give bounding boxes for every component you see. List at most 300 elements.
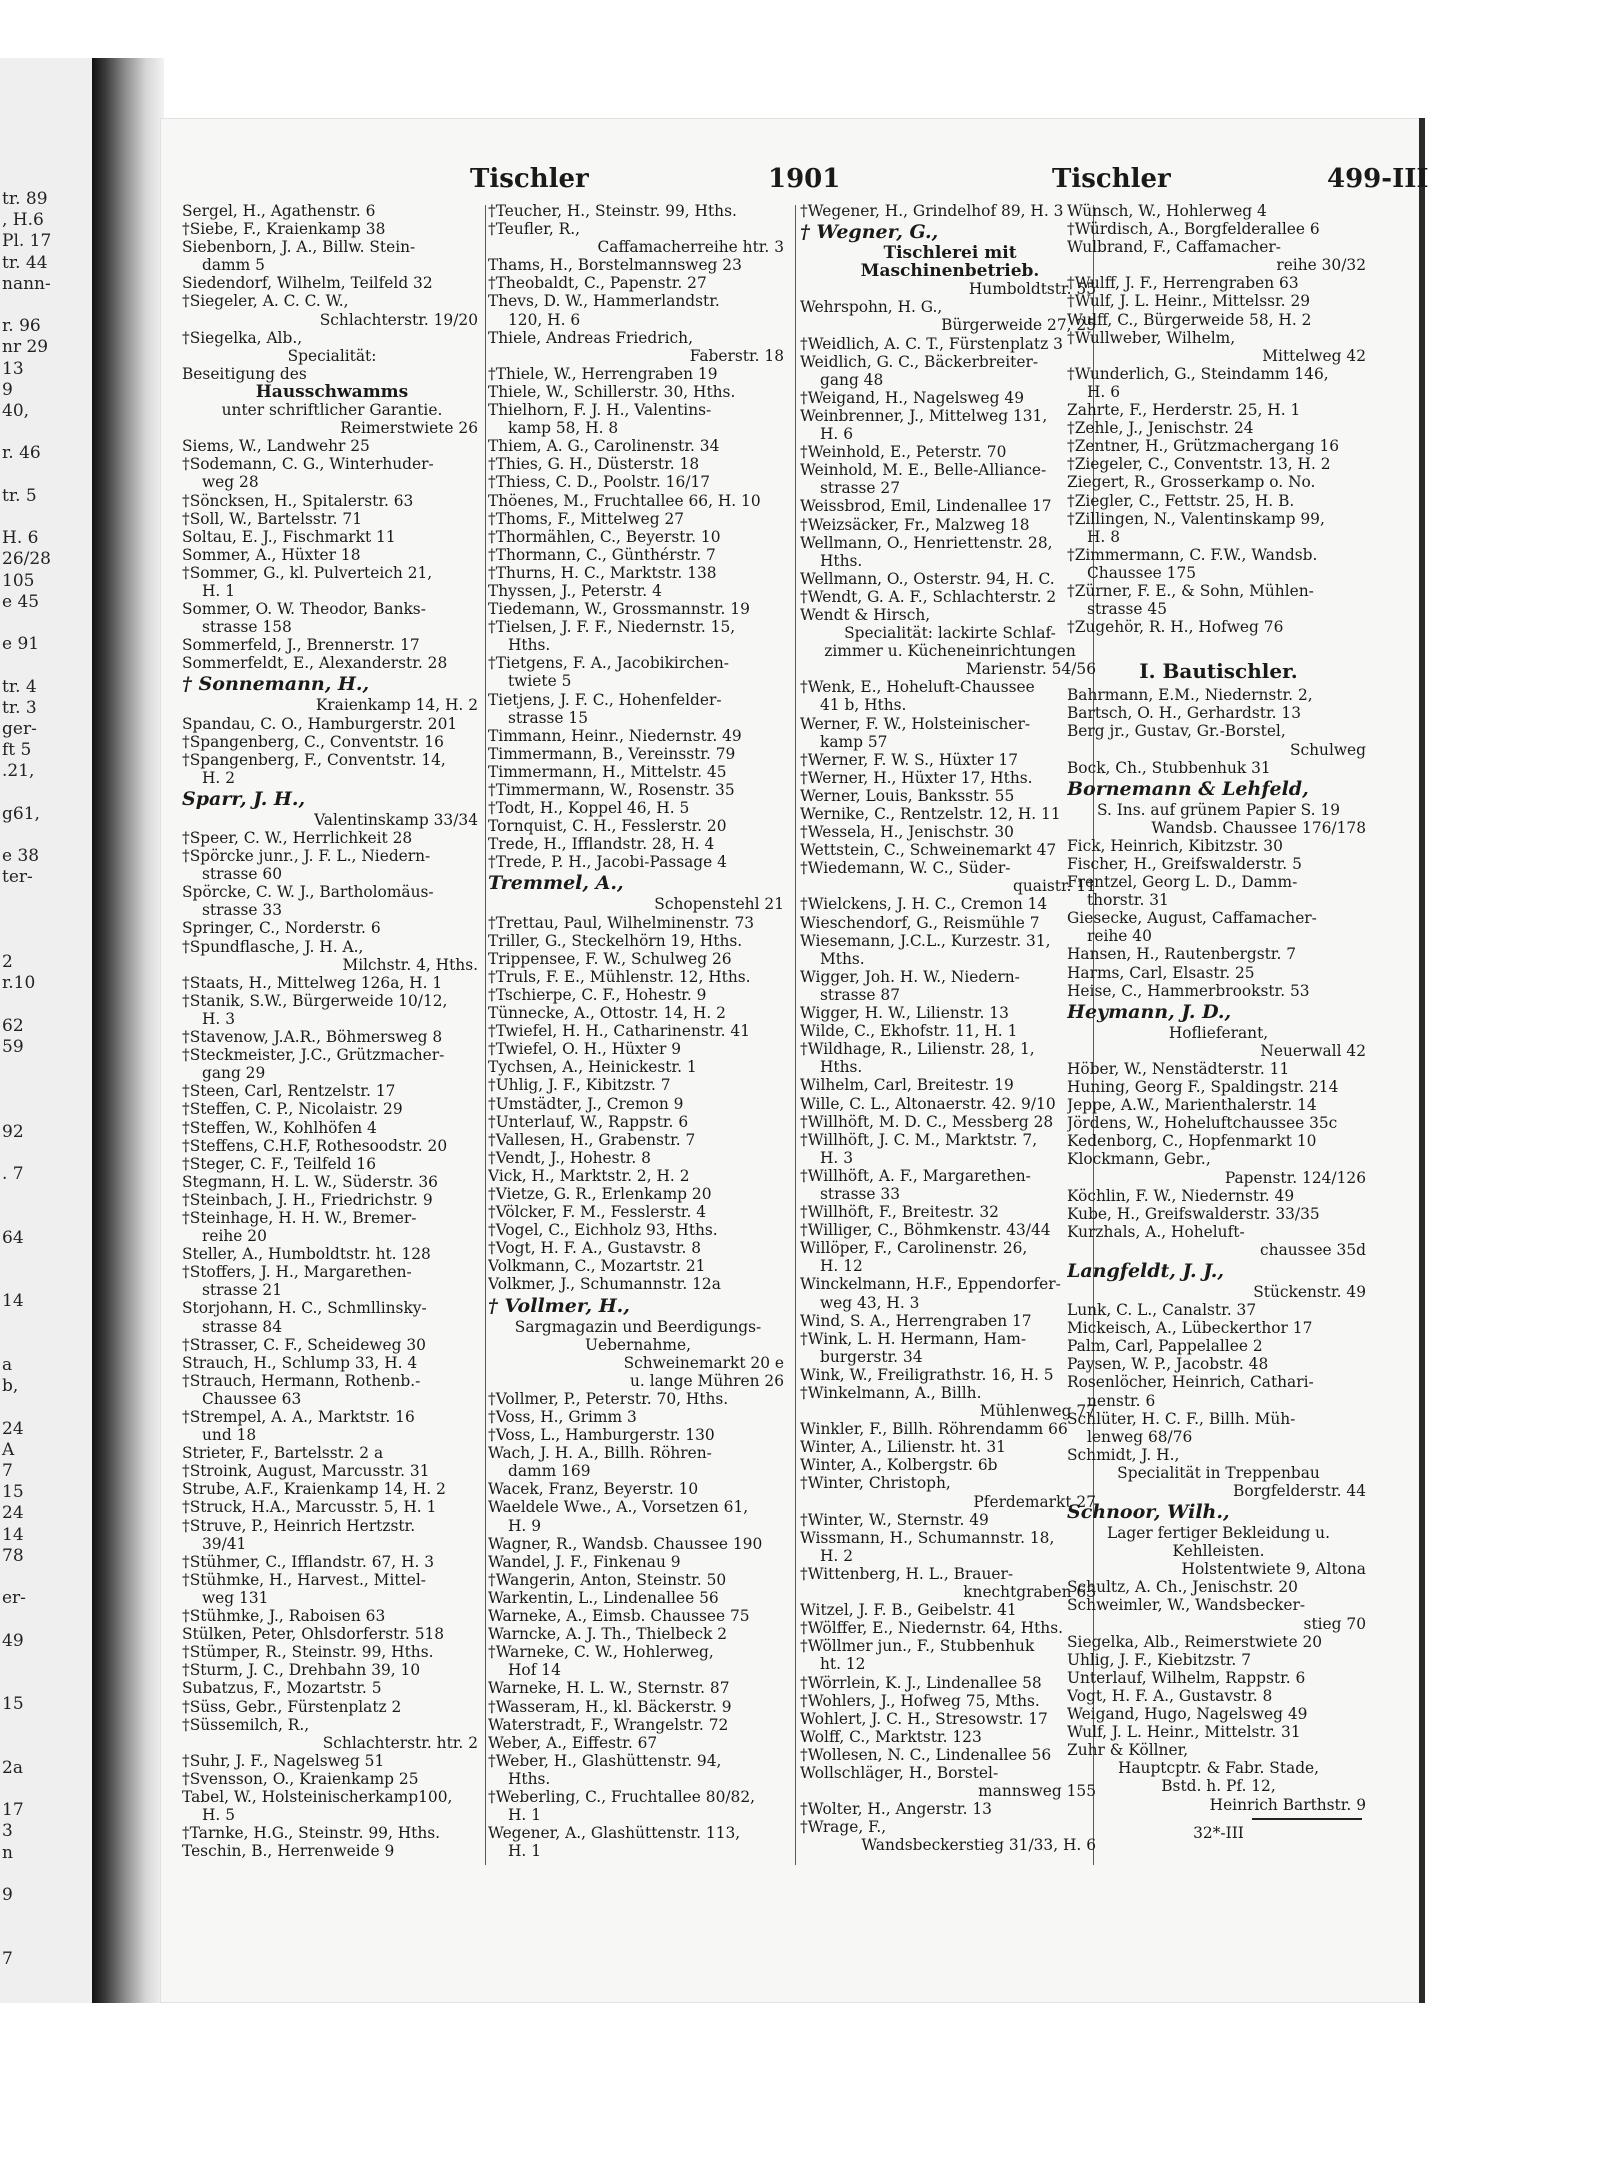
directory-entry-line: Chaussee 175	[1087, 563, 1197, 582]
directory-entry-line: †Wunderlich, G., Steindamm 146,	[1067, 364, 1329, 383]
directory-entry-line: †Strasser, C. F., Scheideweg 30	[182, 1335, 426, 1354]
directory-entry-line: Waeldele Wwe., A., Vorsetzen 61,	[488, 1498, 749, 1517]
directory-entry-line: Wettstein, C., Schweinemarkt 47	[800, 841, 1057, 860]
directory-entry-line: strasse 33	[820, 1184, 900, 1203]
section-heading: I. Bautischler.	[1139, 659, 1298, 684]
prev-page-fragment: tr. 44	[2, 252, 48, 273]
directory-entry-line: Kraienkamp 14, H. 2	[315, 696, 478, 715]
directory-entry-line: Palm, Carl, Pappelallee 2	[1067, 1337, 1263, 1356]
prev-page-fragment: tr. 4	[2, 676, 37, 697]
directory-entry-line: Mühlenweg 77	[979, 1402, 1096, 1421]
directory-entry-line: Waterstradt, F., Wrangelstr. 72	[488, 1715, 729, 1734]
directory-entry-line: weg 43, H. 3	[820, 1293, 920, 1312]
directory-entry-line: †Sturm, J. C., Drehbahn 39, 10	[182, 1661, 421, 1680]
directory-entry-line: Volkmann, C., Mozartstr. 21	[488, 1257, 706, 1276]
directory-entry-line: Fick, Heinrich, Kibitzstr. 30	[1067, 836, 1283, 855]
directory-entry-line: Sommerfeld, J., Brennerstr. 17	[182, 636, 420, 655]
prev-page-fragment: Pl. 17	[2, 231, 52, 252]
directory-entry-line: †Sodemann, C. G., Winterhuder-	[182, 455, 434, 474]
entry-column-2	[488, 202, 788, 1860]
directory-entry-line: Wilhelm, Carl, Breitestr. 19	[800, 1076, 1014, 1095]
entry-column-4	[1067, 202, 1370, 1842]
prev-page-fragment: nr 29	[2, 337, 49, 358]
directory-entry-line: †Voss, H., Grimm 3	[488, 1408, 637, 1426]
directory-entry-line: weg 131	[202, 1588, 269, 1607]
page-edge-shadow	[1419, 118, 1425, 2003]
prev-page-fragment: ter-	[2, 867, 33, 888]
directory-entry-line: †Spangenberg, C., Conventstr. 16	[182, 732, 444, 751]
directory-entry-line: †Wielckens, J. H. C., Cremon 14	[800, 895, 1048, 914]
directory-entry-line: Thiem, A. G., Carolinenstr. 34	[488, 437, 720, 456]
prev-page-fragment: ger-	[2, 719, 37, 739]
prev-page-fragment: g61,	[2, 803, 40, 824]
directory-entry-line: H. 8	[1087, 527, 1120, 546]
directory-entry-line: Wissmann, H., Schumannstr. 18,	[800, 1528, 1055, 1547]
directory-entry-line: †Staats, H., Mittelweg 126a, H. 1	[182, 973, 443, 992]
directory-entry-line: 41 b, Hths.	[820, 696, 907, 715]
directory-entry-line: Heinrich Barthstr. 9	[1209, 1795, 1366, 1814]
directory-entry-line: Weigand, Hugo, Nagelsweg 49	[1067, 1705, 1308, 1724]
directory-entry-line: Siebenborn, J. A., Billw. Stein-	[182, 238, 416, 257]
directory-entry-line: Wieschendorf, G., Reismühle 7	[800, 913, 1040, 932]
directory-entry-line: Wandsbeckerstieg 31/33, H. 6	[861, 1836, 1096, 1855]
prev-page-fragment: nann-	[2, 273, 51, 294]
directory-entry-line: Berg jr., Gustav, Gr.-Borstel,	[1067, 722, 1286, 741]
header-left-title: Tischler	[470, 164, 589, 194]
directory-entry-line: †Stroink, August, Marcusstr. 31	[182, 1462, 430, 1481]
directory-entry-line: Weber, A., Eiffestr. 67	[488, 1733, 658, 1752]
directory-entry-line: Weinbrenner, J., Mittelweg 131,	[800, 406, 1048, 425]
directory-entry-line: Mickeisch, A., Lübeckerthor 17	[1067, 1319, 1313, 1338]
directory-entry-line: Zahrte, F., Herderstr. 25, H. 1	[1067, 401, 1301, 420]
directory-entry-line: H. 1	[508, 1806, 541, 1825]
directory-entry-line: †Zillingen, N., Valentinskamp 99,	[1067, 509, 1325, 528]
directory-entry-line: †Söncksen, H., Spitalerstr. 63	[182, 491, 414, 510]
directory-entry-line: †Tarnke, H.G., Steinstr. 99, Hths.	[182, 1824, 441, 1843]
entry-column-1	[182, 202, 482, 1860]
directory-entry-line: Trede, H., Ifflandstr. 28, H. 4	[488, 835, 715, 854]
directory-entry-line: †Süssemilch, R.,	[182, 1715, 310, 1734]
prev-page-fragment: 14	[2, 1291, 24, 1312]
directory-entry-line: Faberstr. 18	[689, 346, 784, 365]
prev-page-fragment: a	[2, 1355, 13, 1375]
directory-entry-line: Schlüter, H. C. F., Billh. Müh-	[1067, 1409, 1296, 1428]
directory-entry-line: Humboldtstr. 55	[968, 280, 1096, 299]
directory-entry-line: †Zentner, H., Grützmachergang 16	[1067, 437, 1340, 456]
directory-entry-line: 39/41	[202, 1534, 247, 1553]
directory-entry-line: strasse 15	[508, 708, 588, 727]
directory-entry-line: H. 9	[508, 1516, 541, 1535]
directory-entry-line: kamp 58, H. 8	[508, 419, 619, 438]
directory-entry-line: †Siegelka, Alb.,	[182, 328, 303, 347]
directory-entry-line: †Wildhage, R., Lilienstr. 28, 1,	[800, 1040, 1035, 1059]
directory-entry-line: strasse 84	[202, 1317, 282, 1336]
prev-page-fragment: 24	[2, 1418, 24, 1439]
directory-entry-line: Siegelka, Alb., Reimerstwiete 20	[1067, 1632, 1323, 1651]
prev-page-fragment: 2	[2, 952, 13, 973]
directory-entry-line: Schmidt, J. H.,	[1067, 1445, 1180, 1464]
directory-entry-line: Langfeldt, J. J.,	[1067, 1259, 1225, 1282]
directory-entry-line: †Stühmke, H., Harvest., Mittel-	[182, 1570, 426, 1589]
directory-entry-line: † Sonnemann, H.,	[182, 673, 370, 696]
directory-entry-line: Wandel, J. F., Finkenau 9	[488, 1552, 681, 1571]
directory-entry-line: †Wittenberg, H. L., Brauer-	[800, 1564, 1014, 1583]
directory-entry-line: Wigger, H. W., Lilienstr. 13	[800, 1004, 1009, 1023]
directory-entry-line: S. Ins. auf grünem Papier S. 19	[1096, 800, 1341, 819]
directory-entry-line: †Würdisch, A., Borgfelderallee 6	[1067, 220, 1320, 239]
directory-entry-line: Wegener, A., Glashüttenstr. 113,	[488, 1824, 741, 1843]
prev-page-fragment: 92	[2, 1121, 24, 1142]
prev-page-fragment: r.10	[2, 973, 36, 994]
directory-entry-line: †Werner, F. W. S., Hüxter 17	[800, 750, 1018, 769]
prev-page-fragment: 40,	[2, 401, 30, 421]
directory-entry-line: Winckelmann, H.F., Eppendorfer-	[800, 1275, 1061, 1294]
directory-entry-line: damm 169	[508, 1462, 591, 1481]
prev-page-fragment: b,	[2, 1376, 19, 1397]
prev-page-fragment: e 38	[2, 846, 40, 867]
prev-page-fragment: 26/28	[2, 549, 51, 570]
directory-entry-line: †Tielsen, J. F. F., Niedernstr. 15,	[488, 618, 736, 637]
directory-entry-line: †Süss, Gebr., Fürstenplatz 2	[182, 1697, 402, 1716]
book-binding	[92, 58, 164, 2003]
directory-entry-line: quaistr. 11	[1013, 877, 1096, 896]
directory-entry-line: Höber, W., Nenstädterstr. 11	[1067, 1059, 1290, 1078]
prev-page-fragment: 24	[2, 1503, 24, 1524]
prev-page-fragment: e 91	[2, 634, 40, 655]
directory-entry-line: gang 48	[820, 370, 884, 389]
directory-entry-line: Volkmer, J., Schumannstr. 12a	[488, 1275, 721, 1294]
directory-entry-line: †Trede, P. H., Jacobi-Passage 4	[488, 853, 727, 872]
directory-entry-line: Triller, G., Steckelhörn 19, Hths.	[488, 931, 743, 950]
directory-entry-line: †Steinbach, J. H., Friedrichstr. 9	[182, 1190, 433, 1209]
directory-entry-line: Borgfelderstr. 44	[1233, 1482, 1366, 1500]
directory-entry-line: †Tietgens, F. A., Jacobikirchen-	[488, 654, 729, 673]
directory-entry-line: Bahrmann, E.M., Niedernstr. 2,	[1067, 686, 1313, 705]
directory-entry-line: Wellmann, O., Henriettenstr. 28,	[800, 533, 1053, 552]
directory-entry-line: 32*-III	[1193, 1823, 1244, 1842]
directory-entry-line: Bartsch, O. H., Gerhardstr. 13	[1067, 704, 1302, 723]
directory-entry-line: gang 29	[202, 1064, 266, 1083]
directory-entry-line: †Timmermann, W., Rosenstr. 35	[488, 781, 735, 799]
directory-entry-line: †Twiefel, O. H., Hüxter 9	[488, 1040, 682, 1059]
directory-entry-line: strasse 27	[820, 479, 900, 498]
directory-entry-line: †Umstädter, J., Cremon 9	[488, 1094, 684, 1113]
directory-entry-line: Wolff, C., Marktstr. 123	[800, 1727, 982, 1746]
directory-entry-line: †Vallesen, H., Grabenstr. 7	[488, 1130, 696, 1149]
directory-entry-line: Warkentin, L., Lindenallee 56	[488, 1588, 719, 1607]
directory-entry-line: Hths.	[820, 551, 863, 570]
directory-entry-line: Tabel, W., Holsteinischerkamp100,	[182, 1787, 453, 1806]
directory-entry-line: thorstr. 31	[1087, 891, 1169, 910]
directory-entry-line: †Vogel, C., Eichholz 93, Hths.	[488, 1221, 718, 1240]
directory-entry-line: †Winter, Christoph,	[800, 1474, 951, 1493]
directory-entry-line: reihe 40	[1087, 927, 1152, 946]
directory-entry-line: Siedendorf, Wilhelm, Teilfeld 32	[182, 274, 433, 293]
directory-entry-line: Werner, F. W., Holsteinischer-	[800, 714, 1031, 733]
page-header	[0, 164, 1600, 204]
prev-page-fragment: 78	[2, 1545, 24, 1566]
directory-entry-line: burgerstr. 34	[820, 1347, 923, 1366]
directory-entry-line: Tünnecke, A., Ottostr. 14, H. 2	[488, 1004, 726, 1023]
directory-entry-line: Lunk, C. L., Canalstr. 37	[1067, 1301, 1257, 1320]
prev-page-fragment: , H.6	[2, 210, 44, 231]
directory-entry-line: Mittelweg 42	[1262, 346, 1366, 365]
directory-entry-line: †Steen, Carl, Rentzelstr. 17	[182, 1082, 396, 1101]
directory-entry-line: †Wendt, G. A. F., Schlachterstr. 2	[800, 587, 1057, 606]
directory-entry-line: Vick, H., Marktstr. 2, H. 2	[488, 1166, 690, 1185]
directory-entry-line: Wind, S. A., Herrengraben 17	[800, 1311, 1032, 1330]
directory-entry-line: †Zugehör, R. H., Hofweg 76	[1067, 618, 1284, 637]
directory-entry-line: †Stühmer, C., Ifflandstr. 67, H. 3	[182, 1552, 435, 1571]
prev-page-fragment: er-	[2, 1588, 26, 1609]
directory-entry-line: Springer, C., Norderstr. 6	[182, 919, 381, 938]
directory-entry-line: strasse 87	[820, 985, 900, 1004]
directory-entry-line: Bock, Ch., Stubbenhuk 31	[1067, 758, 1271, 777]
directory-entry-line: H. 3	[202, 1009, 235, 1028]
directory-entry-line: Pferdemarkt 27	[973, 1492, 1096, 1511]
directory-entry-line: Paysen, W. P., Jacobstr. 48	[1067, 1355, 1269, 1374]
directory-entry-line: †Vollmer, P., Peterstr. 70, Hths.	[488, 1389, 729, 1408]
directory-entry-line: †Zehle, J., Jenischstr. 24	[1067, 419, 1254, 438]
directory-entry-line: Stegmann, H. L. W., Süderstr. 36	[182, 1172, 438, 1191]
directory-entry-line: Steller, A., Humboldtstr. ht. 128	[182, 1245, 431, 1264]
directory-entry-line: Heymann, J. D.,	[1067, 1000, 1232, 1023]
directory-entry-line: Uhlig, J. F., Kiebitzstr. 7	[1067, 1650, 1252, 1669]
directory-entry-line	[1067, 646, 1370, 656]
directory-entry-line: Timmermann, B., Vereinsstr. 79	[488, 744, 736, 763]
directory-entry-line: Wilde, C., Ekhofstr. 11, H. 1	[800, 1022, 1018, 1041]
directory-entry-line: Thiele, W., Schillerstr. 30, Hths.	[488, 382, 736, 401]
directory-entry-line: †Zürner, F. E., & Sohn, Mühlen-	[1067, 581, 1314, 600]
directory-entry-line: H. 6	[820, 425, 853, 444]
directory-entry-line: lenweg 68/76	[1087, 1427, 1193, 1446]
directory-entry-line: †Voss, L., Hamburgerstr. 130	[488, 1426, 715, 1445]
directory-entry-line: †Weberling, C., Fruchtallee 80/82,	[488, 1787, 756, 1806]
directory-entry-line: †Steffens, C.H.F, Rothesoodstr. 20	[182, 1136, 448, 1155]
directory-entry-line: †Wasseram, H., kl. Bäckerstr. 9	[488, 1697, 732, 1716]
prev-page-fragment: 9	[2, 379, 13, 400]
directory-entry-line: † Vollmer, H.,	[488, 1294, 630, 1317]
prev-page-fragment: 15	[2, 1482, 24, 1503]
directory-entry-line: †Vogt, H. F. A., Gustavstr. 8	[488, 1239, 702, 1258]
directory-entry-line: Thiele, Andreas Friedrich,	[488, 328, 693, 347]
directory-entry-line: †Siebe, F., Kraienkamp 38	[182, 220, 386, 239]
directory-entry-line: †Soll, W., Bartelsstr. 71	[182, 509, 363, 528]
directory-entry-line: Wehrspohn, H. G.,	[800, 298, 943, 317]
directory-entry-line: †Wörrlein, K. J., Lindenallee 58	[800, 1673, 1042, 1692]
directory-entry-line: Thevs, D. W., Hammerlandstr.	[488, 292, 720, 311]
directory-entry-line: Hths.	[508, 1769, 551, 1788]
directory-entry-line: mannsweg 155	[978, 1782, 1096, 1801]
directory-entry-line: †Weinhold, E., Peterstr. 70	[800, 443, 1007, 462]
directory-entry-line: †Weizsäcker, Fr., Malzweg 18	[800, 515, 1030, 534]
prev-page-fragment: r. 46	[2, 443, 41, 464]
directory-entry-line: †Struve, P., Heinrich Hertzstr.	[182, 1516, 416, 1535]
column-divider	[795, 205, 796, 1865]
directory-entry-line: knechtgraben 63	[963, 1583, 1096, 1602]
directory-entry-line: †Wullweber, Wilhelm,	[1067, 328, 1236, 347]
prev-page-fragment: 7	[2, 1948, 13, 1969]
directory-entry-line: Mths.	[820, 949, 865, 968]
directory-entry-line: Heise, C., Hammerbrookstr. 53	[1067, 981, 1310, 1000]
directory-entry-line: H. 2	[820, 1546, 853, 1565]
directory-entry-line: Wigger, Joh. H. W., Niedern-	[800, 967, 1020, 986]
directory-entry-line: †Weidlich, A. C. T., Fürstenplatz 3	[800, 334, 1063, 353]
directory-entry-line: Strauch, H., Schlump 33, H. 4	[182, 1353, 418, 1372]
directory-entry-line: Zuhr & Köllner,	[1067, 1741, 1189, 1760]
directory-entry-line: Spörcke, C. W. J., Bartholomäus-	[182, 883, 434, 902]
directory-entry-line: Sargmagazin und Beerdigungs-	[514, 1317, 762, 1336]
directory-entry-line: Weinhold, M. E., Belle-Alliance-	[800, 461, 1047, 480]
directory-entry-line: Marienstr. 54/56	[965, 660, 1096, 679]
directory-entry-line: strasse 45	[1087, 600, 1167, 619]
directory-entry-line: Spandau, C. O., Hamburgerstr. 201	[182, 714, 458, 733]
directory-entry-line: †Twiefel, H. H., Catharinenstr. 41	[488, 1022, 750, 1041]
directory-entry-line: Winkler, F., Billh. Röhrendamm 66	[800, 1420, 1068, 1439]
directory-entry-line: strasse 60	[202, 865, 282, 884]
directory-entry-line: Sommer, A., Hüxter 18	[182, 545, 361, 564]
header-year: 1901	[768, 164, 841, 194]
directory-entry-line: Hoflieferant,	[1168, 1023, 1269, 1042]
prev-page-fragment: r. 96	[2, 316, 41, 337]
directory-entry-line: Schweinemarkt 20 e	[623, 1353, 784, 1372]
directory-entry-line: †Winkelmann, A., Billh.	[800, 1384, 982, 1402]
directory-entry-line: Schlachterstr. htr. 2	[322, 1733, 478, 1752]
directory-entry-line: Strieter, F., Bartelsstr. 2 a	[182, 1444, 384, 1463]
prev-page-fragment: A	[2, 1439, 15, 1460]
directory-entry-line: Ziegert, R., Grosserkamp o. No.	[1067, 473, 1316, 492]
directory-entry-line: †Steger, C. F., Teilfeld 16	[182, 1154, 376, 1173]
directory-entry-line: Papenstr. 124/126	[1224, 1168, 1366, 1187]
directory-entry-line: Subatzus, F., Mozartstr. 5	[182, 1679, 382, 1698]
directory-entry-line: Schultz, A. Ch., Jenischstr. 20	[1067, 1578, 1298, 1597]
directory-entry-line: stieg 70	[1303, 1614, 1366, 1633]
prev-page-fragment: 15	[2, 1694, 24, 1715]
directory-entry-line: Köchlin, F. W., Niedernstr. 49	[1067, 1186, 1295, 1205]
directory-entry-line: unter schriftlicher Garantie.	[221, 401, 443, 420]
directory-entry-line: Witzel, J. F. B., Geibelstr. 41	[800, 1601, 1017, 1620]
directory-entry-line: Stückenstr. 49	[1253, 1282, 1366, 1301]
directory-entry-line: †Wiedemann, W. C., Süder-	[800, 859, 1011, 878]
directory-entry-line: Hausschwamms	[255, 381, 409, 402]
directory-entry-line: †Zimmermann, C. F.W., Wandsb.	[1067, 545, 1318, 564]
prev-page-fragment: 14	[2, 1524, 24, 1545]
prev-page-fragment: 64	[2, 1227, 24, 1248]
directory-entry-line: Wulbrand, F., Caffamacher-	[1067, 238, 1281, 257]
directory-entry-line: Neuerwall 42	[1260, 1041, 1366, 1060]
prev-page-fragment: 105	[2, 570, 35, 591]
directory-entry-line: Teschin, B., Herrenweide 9	[182, 1842, 395, 1861]
directory-entry-line: †Tschierpe, C. F., Hohestr. 9	[488, 985, 707, 1004]
directory-entry-line: †Steffen, C. P., Nicolaistr. 29	[182, 1100, 403, 1119]
directory-entry-line: †Wegener, H., Grindelhof 89, H. 3	[800, 202, 1064, 220]
directory-entry-line: †Wrage, F.,	[800, 1818, 887, 1837]
directory-entry-line: Vogt, H. F. A., Gustavstr. 8	[1067, 1686, 1273, 1705]
directory-entry-line: †Uhlig, J. F., Kibitzstr. 7	[488, 1076, 671, 1095]
entry-column-3	[800, 202, 1100, 1854]
directory-entry-line: †Stühmke, J., Raboisen 63	[182, 1607, 386, 1626]
directory-entry-line: †Steckmeister, J.C., Grützmacher-	[182, 1046, 445, 1065]
directory-entry-line: Sparr, J. H.,	[182, 787, 306, 810]
directory-entry-line: Schulweg	[1289, 740, 1366, 759]
prev-page-fragment: 49	[2, 1630, 24, 1651]
directory-entry-line: †Wink, L. H. Hermann, Ham-	[800, 1329, 1027, 1348]
prev-page-fragment: 59	[2, 1037, 24, 1057]
directory-entry-line: Tietjens, J. F. C., Hohenfelder-	[488, 690, 722, 709]
directory-entry-line: Kehlleisten.	[1172, 1542, 1265, 1561]
directory-entry-line: †Ziegler, C., Fettstr. 25, H. B.	[1067, 491, 1295, 510]
directory-entry-line: †Svensson, O., Kraienkamp 25	[182, 1769, 419, 1788]
directory-entry-line: †Speer, C. W., Herrlichkeit 28	[182, 829, 413, 847]
prev-page-fragment: . 7	[2, 1164, 24, 1185]
directory-entry-line: Specialität in Treppenbau	[1117, 1463, 1320, 1482]
directory-entry-line: †Wohlers, J., Hofweg 75, Mths.	[800, 1691, 1040, 1710]
directory-entry-line: Fischer, H., Greifswalderstr. 5	[1067, 855, 1302, 873]
directory-entry-line: und 18	[202, 1426, 257, 1445]
directory-entry-line: †Strauch, Hermann, Rothenb.-	[182, 1371, 421, 1390]
header-right-title: Tischler	[1052, 164, 1171, 194]
directory-entry-line: twiete 5	[508, 672, 572, 691]
directory-entry-line: Strube, A.F., Kraienkamp 14, H. 2	[182, 1480, 446, 1499]
directory-entry-line: Huning, Georg F., Spaldingstr. 214	[1067, 1078, 1339, 1097]
directory-entry-line: †Wangerin, Anton, Steinstr. 50	[488, 1570, 727, 1589]
directory-entry-line: Soltau, E. J., Fischmarkt 11	[182, 527, 396, 546]
directory-entry-line: †Teucher, H., Steinstr. 99, Hths.	[488, 202, 737, 220]
prev-page-fragment: 3	[2, 1821, 13, 1842]
directory-entry-line: Thams, H., Borstelmannsweg 23	[488, 256, 742, 275]
directory-entry-line: Kedenborg, C., Hopfenmarkt 10	[1067, 1132, 1317, 1151]
directory-entry-line: †Wöllmer jun., F., Stubbenhuk	[800, 1637, 1035, 1656]
column-divider	[485, 205, 486, 1865]
directory-entry-line: Klockmann, Gebr.,	[1067, 1150, 1211, 1169]
directory-entry-line: Timmann, Heinr., Niedernstr. 49	[488, 726, 742, 745]
directory-entry-line: †Thurns, H. C., Marktstr. 138	[488, 563, 717, 582]
directory-entry-line: Schweimler, W., Wandsbecker-	[1067, 1596, 1306, 1615]
directory-entry-line: Holstentwiete 9, Altona	[1181, 1560, 1366, 1579]
directory-entry-line: Sergel, H., Agathenstr. 6	[182, 202, 376, 220]
directory-entry-line: †Unterlauf, W., Rappstr. 6	[488, 1112, 689, 1131]
directory-entry-line: damm 5	[202, 256, 265, 275]
directory-entry-line: †Weigand, H., Nagelsweg 49	[800, 388, 1024, 407]
directory-entry-line: †Wollesen, N. C., Lindenallee 56	[800, 1745, 1052, 1764]
directory-entry-line: zimmer u. Kücheneinrichtungen	[824, 642, 1076, 661]
directory-entry-line: Thielhorn, F. J. H., Valentins-	[488, 401, 712, 420]
directory-entry-line: Reimerstwiete 26	[340, 419, 478, 438]
directory-entry-line: Schopenstehl 21	[654, 895, 784, 914]
directory-entry-line: †Thoms, F., Mittelweg 27	[488, 509, 685, 528]
directory-entry-line: †Steffen, W., Kohlhöfen 4	[182, 1118, 377, 1137]
directory-entry-line: Wagner, R., Wandsb. Chaussee 190	[488, 1534, 763, 1553]
directory-entry-line: †Wölffer, E., Niedernstr. 64, Hths.	[800, 1619, 1063, 1638]
directory-entry-line: †Stavenow, J.A.R., Böhmersweg 8	[182, 1028, 443, 1047]
directory-entry-line: Kurzhals, A., Hoheluft-	[1067, 1222, 1245, 1241]
directory-entry-line: †Vietze, G. R., Erlenkamp 20	[488, 1184, 712, 1203]
prev-page-fragment: tr. 89	[2, 189, 48, 209]
prev-page-fragment: 62	[2, 1015, 24, 1036]
directory-entry-line: Hths.	[820, 1058, 863, 1077]
directory-entry-line: H. 6	[1087, 382, 1120, 401]
directory-entry-line: †Thormählen, C., Beyerstr. 10	[488, 527, 721, 546]
directory-entry-line: Tornquist, C. H., Fesslerstr. 20	[488, 817, 727, 836]
directory-entry-line: Tremmel, A.,	[488, 872, 624, 895]
directory-entry-line: †Winter, W., Sternstr. 49	[800, 1510, 989, 1529]
directory-entry-line: Sommer, O. W. Theodor, Banks-	[182, 600, 426, 619]
directory-entry-line: Schnoor, Wilh.,	[1067, 1501, 1230, 1524]
directory-entry-line: Siems, W., Landwehr 25	[182, 437, 370, 456]
directory-entry-line: Winter, A., Lilienstr. ht. 31	[800, 1438, 1006, 1457]
directory-entry-line: †Willhöft, M. D. C., Messberg 28	[800, 1112, 1054, 1131]
directory-entry-line: †Williger, C., Böhmkenstr. 43/44	[800, 1221, 1051, 1240]
